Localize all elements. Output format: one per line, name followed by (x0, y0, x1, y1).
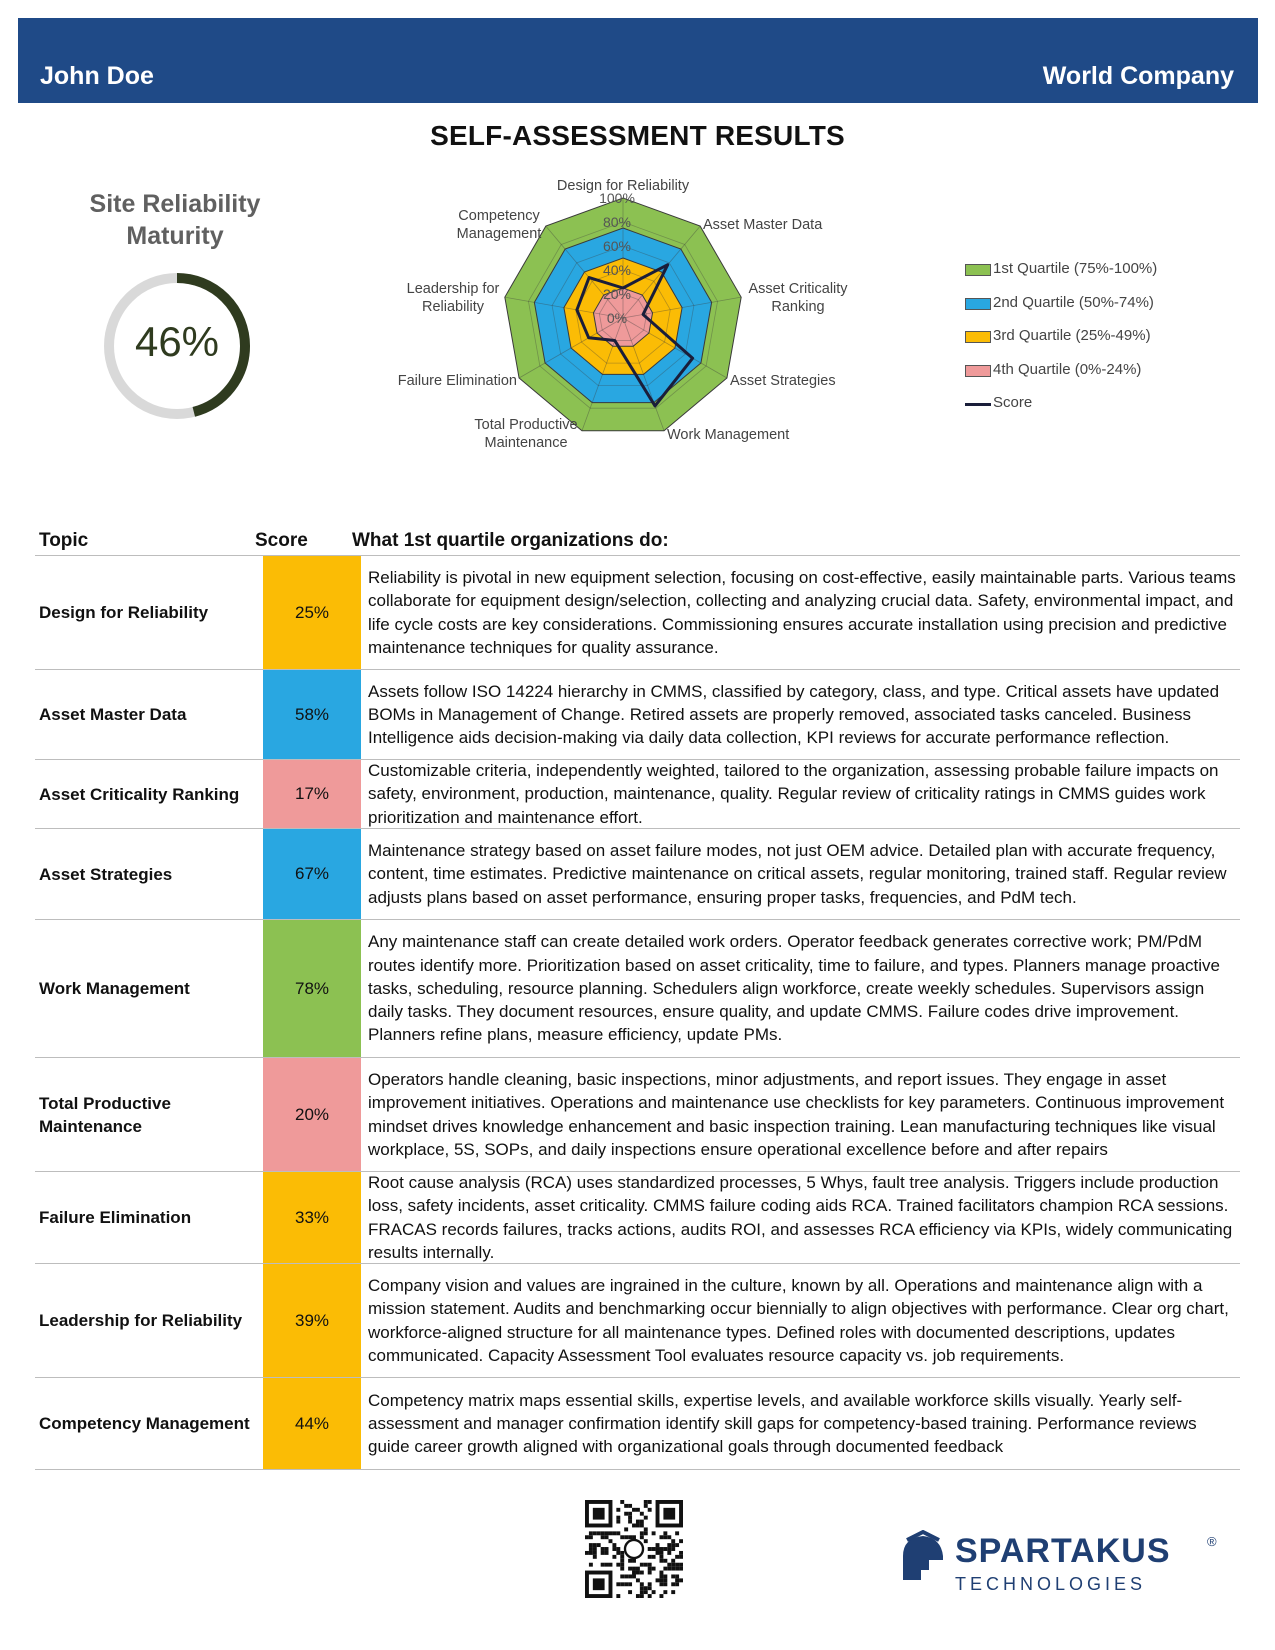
qr-module (671, 1563, 675, 1567)
qr-module (648, 1586, 652, 1590)
legend-color-swatch (965, 264, 991, 276)
table-row (35, 1058, 1240, 1172)
qr-module (632, 1535, 636, 1539)
qr-module (679, 1539, 683, 1543)
logo-registered: ® (1207, 1534, 1217, 1549)
qr-code (585, 1500, 683, 1598)
qr-module (601, 1563, 605, 1567)
description-cell: Any maintenance staff can create detailed work orders. Operator feedback generates corrective work; PM/PdM routes identify more. Prioritization based on asset criticality, time to failure, and types. Planners manage proactive tasks, scheduling, resource planning. Schedulers align workforce, create weekly schedules. Supervisors assign daily tasks. They document resources, ensure quality, and update CMMS. Failure codes drive improvement. Planners refine plans, measure efficiency, update PMs. (368, 932, 1220, 1045)
qr-module (628, 1582, 632, 1586)
qr-finder-core (663, 1508, 675, 1520)
legend-label: Score (993, 394, 1033, 411)
qr-module (624, 1527, 628, 1531)
topic-cell: Work Management (39, 979, 190, 998)
qr-module (663, 1582, 667, 1586)
qr-module (667, 1547, 671, 1551)
legend-label: 4th Quartile (0%-24%) (993, 360, 1142, 378)
legend-label: 2nd Quartile (50%-74%) (993, 293, 1154, 311)
qr-module (652, 1567, 656, 1571)
tick-label: 20% (602, 286, 632, 302)
qr-module (620, 1559, 624, 1563)
qr-module (656, 1547, 660, 1551)
tick-label: 80% (602, 214, 632, 230)
qr-module (659, 1574, 663, 1578)
qr-module (640, 1512, 644, 1516)
qr-center-logo-icon (625, 1540, 643, 1558)
score-cell: 67% (263, 829, 361, 919)
table-row (35, 1172, 1240, 1264)
qr-module (589, 1547, 593, 1551)
qr-module (616, 1547, 620, 1551)
qr-module (644, 1590, 648, 1594)
qr-module (624, 1574, 628, 1578)
topic-cell: Total Productive Maintenance (39, 1093, 171, 1136)
qr-module (589, 1551, 593, 1555)
description-cell: Assets follow ISO 14224 hierarchy in CMMS, classified by category, class, and type. Critical assets have updated BOMs in Management of Change. Retired assets are properly removed, associated tasks canceled. Business Intelligence aids decision-making via daily data collection, KPI reviews for accurate performance reflection. (368, 681, 1220, 748)
description-cell: Reliability is pivotal in new equipment selection, focusing on cost-effective, easily maintainable parts. Various teams collaborate for equipment design/selection, collecting and analyzing crucial data. Safety, environmental impact, and life cycle costs are key considerations. Commissioning ensures accurate installation using precision and predictive maintenance techniques for quality assurance. (368, 568, 1236, 657)
qr-module (667, 1567, 671, 1571)
qr-module (667, 1535, 671, 1539)
qr-module (667, 1563, 671, 1567)
qr-module (652, 1590, 656, 1594)
legend-line-swatch (965, 403, 991, 406)
topic-cell: Design for Reliability (39, 603, 209, 622)
axis-label: Work Management (667, 427, 790, 443)
table-row (35, 1378, 1240, 1470)
maturity-title: Site Reliability Maturity (89, 190, 261, 250)
qr-module (616, 1520, 620, 1524)
qr-module (632, 1567, 636, 1571)
qr-module (624, 1535, 628, 1539)
qr-module (648, 1567, 652, 1571)
legend-label: 3rd Quartile (25%-49%) (993, 327, 1151, 344)
qr-module (620, 1500, 624, 1504)
qr-module (624, 1582, 628, 1586)
qr-module (659, 1578, 663, 1582)
qr-module (663, 1531, 667, 1535)
maturity-value: 46% (134, 318, 220, 365)
tick-label: 100% (599, 190, 635, 206)
qr-module (663, 1535, 667, 1539)
qr-module (675, 1555, 679, 1559)
qr-module (605, 1531, 609, 1535)
qr-module (612, 1555, 616, 1559)
topic-cell: Asset Strategies (39, 864, 173, 884)
qr-module (612, 1531, 616, 1535)
legend-item (965, 260, 1185, 280)
table-row (35, 556, 1240, 670)
qr-module (671, 1547, 675, 1551)
qr-module (612, 1543, 616, 1547)
topic-cell: Asset Criticality Ranking (39, 784, 240, 804)
qr-module (640, 1571, 644, 1575)
qr-module (620, 1567, 624, 1571)
header-score: Score (255, 530, 308, 551)
qr-module (675, 1574, 679, 1578)
qr-module (616, 1531, 620, 1535)
axis-label: Asset Strategies (730, 373, 836, 389)
topic-cell: Leadership for Reliability (39, 1311, 243, 1330)
legend-item (965, 361, 1185, 381)
score-cell: 78% (263, 920, 361, 1057)
qr-module (648, 1594, 652, 1598)
qr-module (640, 1590, 644, 1594)
header-description: What 1st quartile organizations do: (352, 530, 669, 551)
legend-item (965, 327, 1185, 347)
score-cell: 44% (263, 1378, 361, 1469)
qr-module (675, 1578, 679, 1582)
legend-color-swatch (965, 365, 991, 377)
qr-module (675, 1582, 679, 1586)
legend-color-swatch (965, 298, 991, 310)
description-cell: Maintenance strategy based on asset failure modes, not just OEM advice. Detailed plan with accurate frequency, content, time estimates. Predictive maintenance on critical assets, regular monitoring, trained staff. Regular review adjusts plans based on asset performance, ensuring proper tasks, frequencies, and PdM tech. (368, 841, 1227, 907)
qr-module (616, 1563, 620, 1567)
qr-module (663, 1578, 667, 1582)
qr-module (620, 1563, 624, 1567)
results-table (35, 528, 1240, 1470)
qr-module (636, 1508, 640, 1512)
qr-module (659, 1547, 663, 1551)
qr-module (609, 1563, 613, 1567)
qr-module (620, 1555, 624, 1559)
qr-module (671, 1559, 675, 1563)
axis-label: Leadership for Reliability (406, 281, 500, 315)
description-cell: Operators handle cleaning, basic inspections, minor adjustments, and report issues. They engage in asset improvement initiatives. Operations and maintenance use checklists for key parameters. Continuous improvement mindset drives knowledge enhancement and basic inspection training. Lean manufacturing techniques like visual workplace, 5S, SOPs, and daily inspections ensure operational excellence before and after repairs (368, 1070, 1225, 1159)
qr-module (632, 1524, 636, 1528)
logo-subtitle: TECHNOLOGIES (955, 1574, 1147, 1594)
qr-module (632, 1559, 636, 1563)
qr-module (679, 1563, 683, 1567)
qr-module (644, 1527, 648, 1531)
qr-module (597, 1531, 601, 1535)
legend-label: 1st Quartile (75%-100%) (993, 260, 1158, 277)
description-cell: Root cause analysis (RCA) uses standardized processes, 5 Whys, fault tree analysis. Triggers include production loss, safety incidents, asset criticality. CMMS failure coding aids RCA. Trained facilitators champion RCA sessions. FRACAS records failures, tracks actions, audits ROI, and assesses RCA efficiency via KPIs, widely communicating results internally. (368, 1173, 1233, 1262)
header-bar (18, 18, 1258, 103)
qr-module (675, 1531, 679, 1535)
tick-label: 40% (602, 262, 632, 278)
qr-module (628, 1559, 632, 1563)
qr-module (671, 1567, 675, 1571)
axis-label: Asset Master Data (703, 217, 823, 233)
topic-cell: Failure Elimination (39, 1208, 192, 1227)
qr-module (612, 1547, 616, 1551)
qr-module (663, 1590, 667, 1594)
description-cell: Company vision and values are ingrained in the culture, known by all. Operations and maintenance align with a mission statement. Audits and benchmarking occur biennially to align objectives with performance. Clear org chart, workforce-aligned structure for all maintenance types. Defined roles with documented descriptions, updates communicated. Capacity Assessment Tool evaluates resource capacity vs. job requirements. (368, 1276, 1229, 1365)
helmet-logo-icon (895, 1530, 951, 1586)
axis-label: Competency Management (456, 208, 542, 242)
qr-module (671, 1574, 675, 1578)
qr-module (656, 1543, 660, 1547)
qr-module (605, 1551, 609, 1555)
topic-cell: Competency Management (39, 1414, 250, 1433)
spartakus-logo (895, 1528, 1225, 1598)
qr-module (675, 1563, 679, 1567)
qr-module (624, 1504, 628, 1508)
score-cell: 33% (263, 1172, 361, 1263)
qr-module (671, 1539, 675, 1543)
qr-module (679, 1567, 683, 1571)
qr-module (605, 1535, 609, 1539)
qr-module (601, 1551, 605, 1555)
qr-module (593, 1543, 597, 1547)
qr-module (663, 1547, 667, 1551)
qr-module (659, 1551, 663, 1555)
qr-module (648, 1563, 652, 1567)
qr-module (620, 1574, 624, 1578)
tick-label: 0% (606, 310, 628, 326)
qr-module (620, 1535, 624, 1539)
qr-module (632, 1571, 636, 1575)
table-row (35, 920, 1240, 1058)
topic-cell: Asset Master Data (39, 705, 187, 724)
qr-module (636, 1567, 640, 1571)
qr-module (616, 1516, 620, 1520)
qr-module (640, 1535, 644, 1539)
qr-module (640, 1520, 644, 1524)
tick-label: 60% (602, 238, 632, 254)
qr-module (628, 1516, 632, 1520)
page-title: SELF-ASSESSMENT RESULTS (430, 120, 845, 151)
qr-module (648, 1582, 652, 1586)
qr-module (616, 1508, 620, 1512)
qr-module (593, 1551, 597, 1555)
description-cell: Customizable criteria, independently weighted, tailored to the organization, assessing probable failure impacts on safety, environment, production, maintenance, quality. Regular review of criticality ratings in CMMS guides work prioritization and maintenance effort. (368, 761, 1219, 827)
qr-module (632, 1508, 636, 1512)
qr-module (644, 1563, 648, 1567)
qr-module (640, 1586, 644, 1590)
table-body (35, 556, 1240, 1470)
qr-module (656, 1551, 660, 1555)
qr-module (663, 1559, 667, 1563)
qr-module (628, 1567, 632, 1571)
qr-module (597, 1543, 601, 1547)
qr-module (601, 1547, 605, 1551)
table-row (35, 760, 1240, 829)
qr-module (640, 1594, 644, 1598)
qr-module (640, 1582, 644, 1586)
qr-module (659, 1594, 663, 1598)
qr-module (659, 1582, 663, 1586)
qr-module (620, 1551, 624, 1555)
table-row (35, 670, 1240, 760)
qr-finder-core (593, 1508, 605, 1520)
table-row (35, 1264, 1240, 1378)
qr-module (644, 1539, 648, 1543)
qr-module (648, 1547, 652, 1551)
qr-module (667, 1543, 671, 1547)
logo-name: SPARTAKUS (955, 1532, 1171, 1570)
qr-module (648, 1555, 652, 1559)
user-name: John Doe (40, 62, 154, 90)
qr-module (671, 1582, 675, 1586)
qr-module (632, 1574, 636, 1578)
qr-module (589, 1543, 593, 1547)
qr-module (640, 1563, 644, 1567)
qr-module (601, 1535, 605, 1539)
qr-module (628, 1512, 632, 1516)
axis-label: Asset Criticality Ranking (748, 281, 848, 315)
qr-module (652, 1531, 656, 1535)
qr-module (640, 1531, 644, 1535)
description-cell: Competency matrix maps essential skills, expertise levels, and available workforce skills visually. Yearly self-assessment and manager confirmation identify skill gaps for competency-based training. Performance reviews guide career growth aligned with organizational goals through documented feedback (368, 1390, 1197, 1457)
axis-label: Failure Elimination (397, 373, 517, 389)
qr-module (589, 1531, 593, 1535)
qr-module (644, 1531, 648, 1535)
qr-module (671, 1590, 675, 1594)
qr-module (628, 1535, 632, 1539)
qr-module (663, 1574, 667, 1578)
qr-module (679, 1551, 683, 1555)
qr-module (659, 1559, 663, 1563)
qr-module (659, 1535, 663, 1539)
qr-module (675, 1543, 679, 1547)
qr-module (644, 1500, 648, 1504)
qr-module (640, 1524, 644, 1528)
qr-module (671, 1543, 675, 1547)
qr-module (628, 1520, 632, 1524)
company-name: World Company (1042, 62, 1234, 90)
qr-module (585, 1535, 589, 1539)
axis-label: Total Productive Maintenance (474, 417, 578, 451)
qr-module (659, 1571, 663, 1575)
qr-module (593, 1555, 597, 1559)
score-cell: 25% (263, 556, 361, 669)
legend-color-swatch (965, 331, 991, 343)
qr-module (609, 1531, 613, 1535)
qr-module (636, 1578, 640, 1582)
score-cell: 39% (263, 1264, 361, 1377)
qr-module (585, 1551, 589, 1555)
qr-module (667, 1551, 671, 1555)
qr-module (636, 1520, 640, 1524)
qr-module (620, 1582, 624, 1586)
header-topic: Topic (39, 530, 89, 551)
score-cell: 58% (263, 670, 361, 759)
legend-item (965, 394, 1185, 414)
qr-module (636, 1571, 640, 1575)
qr-module (675, 1567, 679, 1571)
qr-module (616, 1582, 620, 1586)
qr-module (628, 1504, 632, 1508)
qr-module (644, 1586, 648, 1590)
qr-module (659, 1555, 663, 1559)
qr-module (605, 1547, 609, 1551)
qr-module (652, 1555, 656, 1559)
qr-module (624, 1512, 628, 1516)
score-cell: 20% (263, 1058, 361, 1171)
qr-module (593, 1531, 597, 1535)
qr-module (636, 1594, 640, 1598)
qr-module (601, 1531, 605, 1535)
qr-module (616, 1551, 620, 1555)
table-row (35, 829, 1240, 920)
table-header (35, 528, 1240, 556)
qr-module (593, 1547, 597, 1551)
qr-module (616, 1594, 620, 1598)
qr-module (644, 1516, 648, 1520)
qr-module (648, 1571, 652, 1575)
legend-item (965, 294, 1185, 314)
qr-module (589, 1535, 593, 1539)
qr-module (628, 1590, 632, 1594)
score-cell: 17% (263, 760, 361, 828)
qr-module (656, 1578, 660, 1582)
qr-module (636, 1524, 640, 1528)
qr-module (648, 1500, 652, 1504)
qr-module (652, 1547, 656, 1551)
qr-module (605, 1563, 609, 1567)
qr-module (589, 1563, 593, 1567)
radar-chart (395, 175, 915, 485)
qr-module (644, 1504, 648, 1508)
axis-label: Design for Reliability (556, 178, 690, 194)
qr-module (648, 1508, 652, 1512)
qr-module (679, 1578, 683, 1582)
qr-module (663, 1567, 667, 1571)
qr-module (628, 1574, 632, 1578)
qr-module (609, 1539, 613, 1543)
qr-finder-core (593, 1578, 605, 1590)
qr-module (679, 1555, 683, 1559)
